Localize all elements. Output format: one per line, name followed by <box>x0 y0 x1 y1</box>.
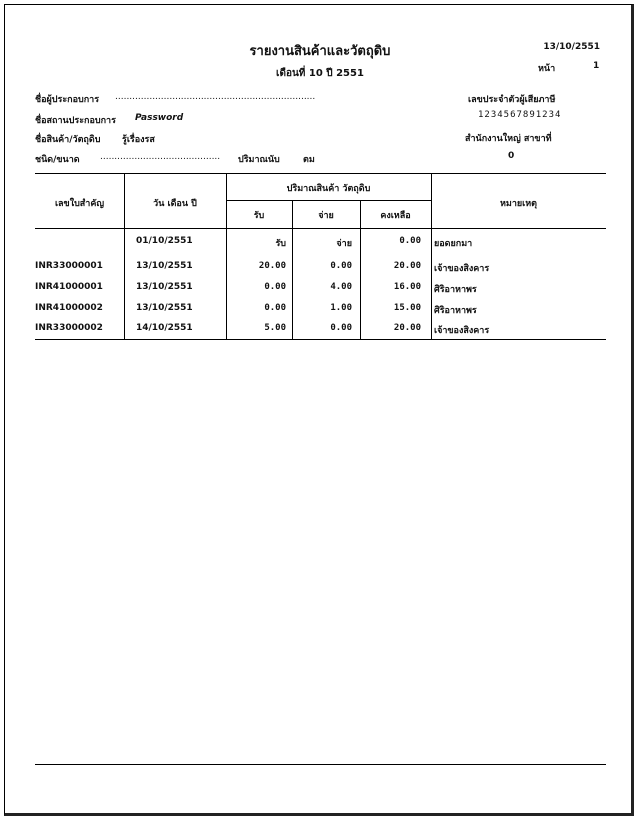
cell-out: 0.00 <box>330 323 352 333</box>
cell-remark: ศิริอาหาพร <box>434 285 477 295</box>
branch-label: สำนักงานใหญ่ สาขาที่ <box>465 134 552 144</box>
table-row <box>0 236 640 256</box>
cell-date: 13/10/2551 <box>136 303 193 313</box>
table-group-divider <box>226 200 431 201</box>
cell-balance: 20.00 <box>393 323 421 333</box>
workplace-value: Password <box>135 113 184 123</box>
col-header-balance: คงเหลือ <box>380 211 411 221</box>
taxid-label: เลขประจำตัวผู้เสียภาษี <box>468 95 556 105</box>
type-dots: .......................................... <box>100 152 221 162</box>
cell-doc: INR33000001 <box>35 261 103 271</box>
taxid-value: 1234567891234 <box>478 110 562 120</box>
cell-in: 5.00 <box>264 323 286 333</box>
cell-date: 01/10/2551 <box>136 236 193 246</box>
table-row <box>0 282 640 302</box>
cell-doc: INR41000001 <box>35 282 103 292</box>
report-subtitle: เดือนที่ 10 ปี 2551 <box>276 68 364 79</box>
type-label: ชนิด/ขนาด <box>35 155 80 165</box>
cell-remark: ศิริอาหาพร <box>434 306 477 316</box>
print-date: 13/10/2551 <box>543 42 600 52</box>
table-row <box>0 323 640 343</box>
cell-date: 14/10/2551 <box>136 323 193 333</box>
cell-date: 13/10/2551 <box>136 282 193 292</box>
branch-value: 0 <box>508 151 515 161</box>
report-title: รายงานสินค้าและวัตถุดิบ <box>249 44 391 59</box>
workplace-label: ชื่อสถานประกอบการ <box>35 116 116 126</box>
table-header-bottom <box>35 228 606 229</box>
table-row <box>0 261 640 281</box>
product-value: รู้เรื่องรส <box>122 135 155 145</box>
page-label: หน้า <box>538 64 556 74</box>
quantity-value: ตม <box>303 155 315 165</box>
cell-date: 13/10/2551 <box>136 261 193 271</box>
page-number: 1 <box>593 61 600 71</box>
cell-in: รับ <box>275 239 286 249</box>
table-row <box>0 303 640 323</box>
cell-doc: INR41000002 <box>35 303 103 313</box>
col-header-quantity-group: ปริมาณสินค้า วัตถุดิบ <box>286 184 371 194</box>
cell-balance: 20.00 <box>393 261 421 271</box>
product-label: ชื่อสินค้า/วัตถุดิบ <box>35 135 101 145</box>
cell-in: 20.00 <box>258 261 286 271</box>
col-header-doc: เลขใบสำคัญ <box>54 199 105 209</box>
cell-out: 4.00 <box>330 282 352 292</box>
operator-dots: ...................................................................... <box>115 92 316 102</box>
footer-rule <box>35 764 606 765</box>
quantity-label: ปริมาณนับ <box>238 155 280 165</box>
col-header-out: จ่าย <box>318 211 334 221</box>
table-top-border <box>35 173 606 174</box>
cell-balance: 15.00 <box>393 303 421 313</box>
cell-balance: 0.00 <box>399 236 421 246</box>
col-header-remark: หมายเหตุ <box>499 199 538 209</box>
cell-balance: 16.00 <box>393 282 421 292</box>
cell-out: 0.00 <box>330 261 352 271</box>
cell-in: 0.00 <box>264 282 286 292</box>
cell-remark: เจ้าของสิงคาร <box>434 326 490 336</box>
col-header-date: วัน เดือน ปี <box>153 199 197 209</box>
cell-in: 0.00 <box>264 303 286 313</box>
operator-label: ชื่อผู้ประกอบการ <box>35 95 100 105</box>
cell-remark: ยอดยกมา <box>434 239 473 249</box>
cell-remark: เจ้าของสิงคาร <box>434 264 490 274</box>
cell-out: 1.00 <box>330 303 352 313</box>
col-header-in: รับ <box>253 211 265 221</box>
cell-doc: INR33000002 <box>35 323 103 333</box>
cell-out: จ่าย <box>336 239 352 249</box>
